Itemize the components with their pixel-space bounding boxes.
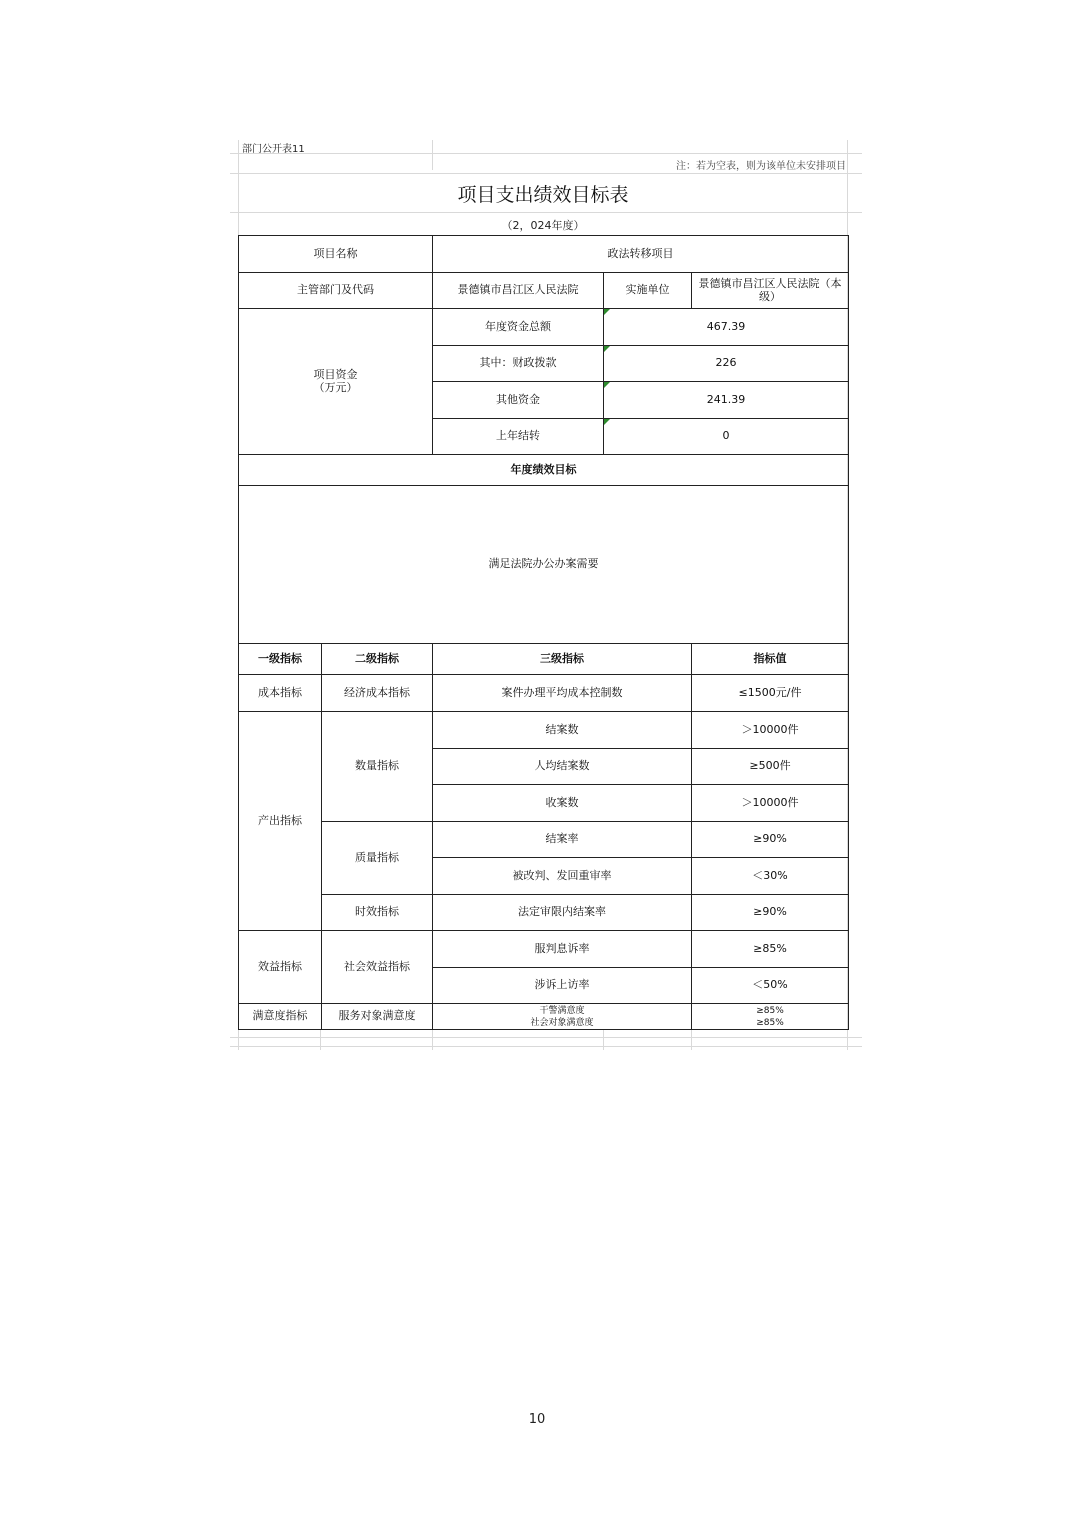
cost-level2: 经济成本指标 [322,675,433,712]
table-row [239,712,849,749]
fiscal-year: （2，024年度） [501,219,585,232]
indicator-name: 被改判、发回重审率 [433,858,692,895]
project-name-value: 政法转移项目 [433,236,849,273]
table-row [239,236,849,273]
project-funds-label [239,309,433,455]
indicator-name: 服判息诉率 [433,931,692,968]
indicator-value: ＜50% [692,968,849,1004]
table-row [239,675,849,712]
indicator-value: ≥85% [756,1017,784,1028]
satisfaction-level1: 满意度指标 [239,1004,322,1030]
indicator-header-row [239,644,849,675]
indicator-value: ≥500件 [692,749,849,785]
indicator-name: 干警满意度 [539,1005,585,1016]
header-level3: 三级指标 [433,644,692,675]
cell-marker-icon [604,382,610,388]
cell-marker-icon [604,419,610,425]
indicator-name: 收案数 [433,785,692,822]
cell-marker-icon [604,346,610,352]
indicator-name: 结案率 [433,822,692,858]
empty-table-note: 注：若为空表，则为该单位未安排项目 [676,161,846,172]
fund-row-value [604,419,849,455]
satisfaction-names [433,1004,692,1030]
quantity-level2: 数量指标 [322,712,433,822]
indicator-name: 结案数 [433,712,692,749]
output-level1: 产出指标 [239,712,322,931]
benefit-level2: 社会效益指标 [322,931,433,1004]
dept-code-value: 景德镇市昌江区人民法院 [433,273,604,309]
fund-value-text: 0 [722,429,730,443]
table-row [239,822,849,858]
satisfaction-values [692,1004,849,1030]
fund-row-label: 其他资金 [433,382,604,419]
fund-row-value [604,309,849,346]
table-row [239,486,849,644]
fund-row-value [604,346,849,382]
cost-value: ≤1500元/件 [692,675,849,712]
fund-row-label: 其中：财政拨款 [433,346,604,382]
indicator-value: ≥90% [692,895,849,931]
indicator-value: ＞10000件 [692,785,849,822]
table-row [239,273,849,309]
quality-level2: 质量指标 [322,822,433,895]
funds-unit: （万元） [313,380,358,394]
page-title: 项目支出绩效目标表 [457,184,629,206]
performance-target-table [238,235,849,1030]
impl-unit-value: 景德镇市昌江区人民法院（本级） [692,273,849,309]
funds-label: 项目资金 [313,367,358,381]
impl-unit-label: 实施单位 [604,273,692,309]
indicator-value: ＞10000件 [692,712,849,749]
cost-level1: 成本指标 [239,675,322,712]
indicator-value: ≥85% [692,931,849,968]
table-row [239,1004,849,1030]
indicator-value: ≥85% [756,1005,784,1016]
annual-goal-text: 满足法院办公办案需要 [239,486,849,644]
indicator-name: 人均结案数 [433,749,692,785]
indicator-value: ＜30% [692,858,849,895]
dept-table-label: 部门公开表11 [242,144,305,155]
annual-goal-header: 年度绩效目标 [239,455,849,486]
page-number: 10 [528,1412,546,1427]
table-row [239,931,849,968]
table-row [239,455,849,486]
timeliness-level2: 时效指标 [322,895,433,931]
header-level1: 一级指标 [239,644,322,675]
header-value: 指标值 [692,644,849,675]
table-row [239,309,849,346]
fund-value-text: 467.39 [706,319,746,333]
dept-code-label: 主管部门及代码 [239,273,433,309]
satisfaction-level2: 服务对象满意度 [322,1004,433,1030]
header-level2: 二级指标 [322,644,433,675]
project-name-label: 项目名称 [239,236,433,273]
indicator-name: 社会对象满意度 [530,1017,594,1028]
indicator-name: 涉诉上访率 [433,968,692,1004]
cost-level3: 案件办理平均成本控制数 [433,675,692,712]
indicator-name: 法定审限内结案率 [433,895,692,931]
fund-value-text: 226 [715,356,737,370]
fund-row-value [604,382,849,419]
benefit-level1: 效益指标 [239,931,322,1004]
fund-row-label: 年度资金总额 [433,309,604,346]
table-row [239,895,849,931]
cell-marker-icon [604,309,610,315]
fund-value-text: 241.39 [706,392,746,406]
indicator-value: ≥90% [692,822,849,858]
fund-row-label: 上年结转 [433,419,604,455]
